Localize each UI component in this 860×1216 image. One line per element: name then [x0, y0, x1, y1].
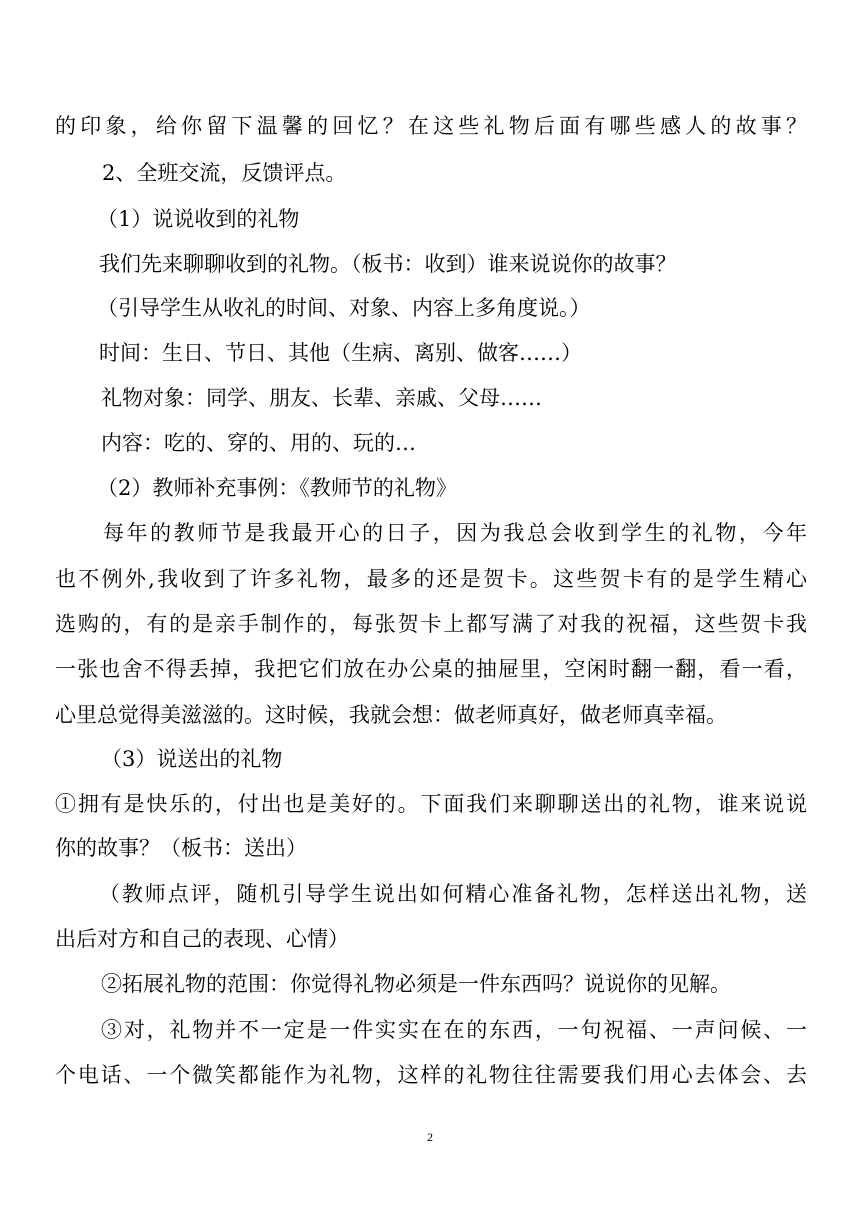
- text-line-1: 的印象，给你留下温馨的回忆？在这些礼物后面有哪些感人的故事？: [55, 114, 807, 138]
- page-number: 2: [427, 1130, 433, 1144]
- text-line-6: 时间：生日、节日、其他（生病、离别、做客……）: [99, 341, 582, 365]
- text-line-11: 也不例外,我收到了许多礼物，最多的还是贺卡。这些贺卡有的是学生精心: [55, 567, 807, 591]
- text-line-19: 出后对方和自己的表现、心情）: [55, 927, 349, 951]
- text-line-3: （1）说说收到的礼物: [97, 207, 300, 231]
- text-line-15: （3）说送出的礼物: [101, 747, 283, 771]
- text-line-12: 选购的，有的是亲手制作的，每张贺卡上都写满了对我的祝福，这些贺卡我: [55, 612, 807, 636]
- text-line-10: 每年的教师节是我最开心的日子，因为我总会收到学生的礼物，今年: [103, 521, 807, 545]
- text-line-16: ①拥有是快乐的，付出也是美好的。下面我们来聊聊送出的礼物，谁来说说: [55, 792, 807, 816]
- text-line-7: 礼物对象：同学、朋友、长辈、亲戚、父母……: [101, 386, 542, 410]
- text-line-2: 2、全班交流，反馈评点。: [102, 161, 347, 185]
- text-line-18: （教师点评，随机引导学生说出如何精心准备礼物，怎样送出礼物，送: [99, 882, 807, 906]
- text-line-8: 内容：吃的、穿的、用的、玩的…: [101, 431, 416, 455]
- text-line-20: ②拓展礼物的范围：你觉得礼物必须是一件东西吗？说说你的见解。: [101, 972, 731, 996]
- text-line-14: 心里总觉得美滋滋的。这时候，我就会想：做老师真好，做老师真幸福。: [55, 703, 727, 727]
- text-line-17: 你的故事？（板书：送出）: [55, 836, 307, 860]
- text-line-21: ③对，礼物并不一定是一件实实在在的东西，一句祝福、一声问候、一: [101, 1018, 807, 1042]
- text-line-9: （2）教师补充事例：《教师节的礼物》: [97, 476, 457, 500]
- text-line-4: 我们先来聊聊收到的礼物。（板书：收到）谁来说说你的故事？: [99, 252, 677, 276]
- text-line-5: （引导学生从收礼的时间、对象、内容上多角度说。）: [97, 296, 591, 320]
- text-line-13: 一张也舍不得丢掉，我把它们放在办公桌的抽屉里，空闲时翻一翻，看一看，: [55, 657, 807, 681]
- text-line-22: 个电话、一个微笑都能作为礼物，这样的礼物往往需要我们用心去体会、去: [55, 1063, 807, 1087]
